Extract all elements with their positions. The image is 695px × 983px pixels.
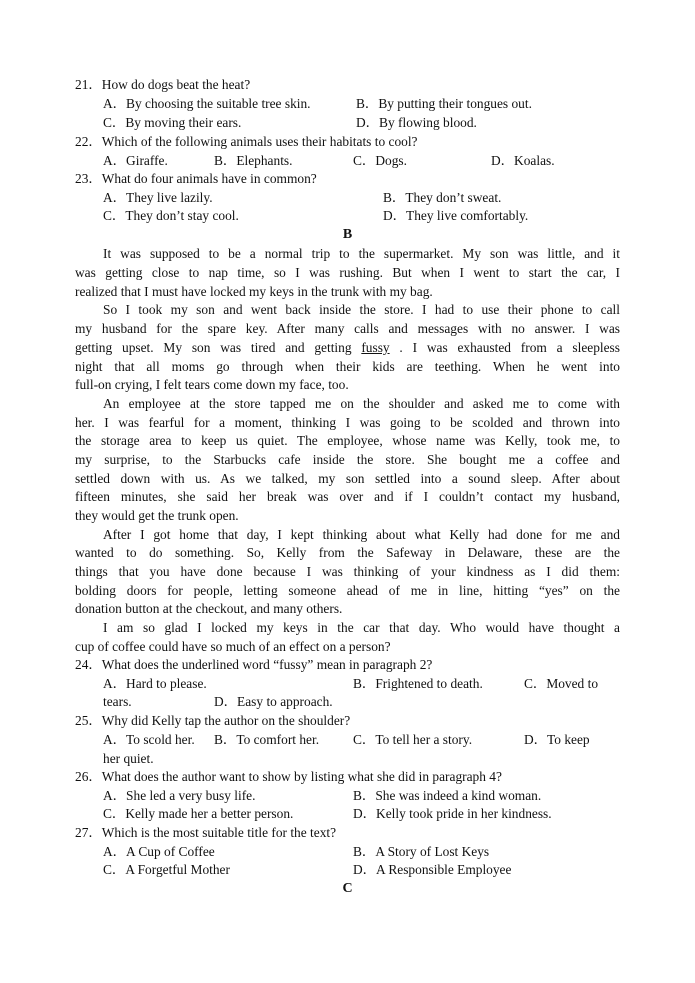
passage-line: her. I was fearful for a moment, thinking I was going to be scolded and thrown into (75, 415, 620, 430)
passage-line: An employee at the store tapped me on the shoulder and asked me to come with (103, 396, 620, 411)
passage-line-with-fussy (75, 339, 620, 358)
question-21-option-a: A．By choosing the suitable tree skin. (103, 96, 311, 111)
passage-line: I am so glad I locked my keys in the car that day. Who would have thought a (103, 620, 620, 635)
passage-text: . I was exhausted from a sleepless (389, 340, 620, 355)
question-23-option-c: C．They don’t stay cool. (103, 208, 239, 223)
question-24-option-b: B．Frightened to death. (353, 676, 483, 691)
question-25-option-d-cont: her quiet. (103, 751, 154, 766)
passage-line: my surprise, to the Starbucks cafe inside the store. She bought me a coffee and (75, 452, 620, 467)
question-24-option-c-cont: tears. (103, 694, 132, 709)
question-27-option-c: C．A Forgetful Mother (103, 862, 230, 877)
question-27-option-a: A．A Cup of Coffee (103, 844, 215, 859)
passage-line: things that you have done because I was thinking of your kindness as I did them: (75, 564, 620, 579)
question-21-stem: 21．How do dogs beat the heat? (75, 77, 251, 92)
question-23-option-b: B．They don’t sweat. (383, 190, 502, 205)
question-22-option-a: A．Giraffe. (103, 153, 168, 168)
question-23-stem: 23．What do four animals have in common? (75, 171, 317, 186)
question-22-stem: 22．Which of the following animals uses their habitats to cool? (75, 134, 418, 149)
question-25-option-c: C．To tell her a story. (353, 732, 473, 747)
passage-line: It was supposed to be a normal trip to the supermarket. My son was little, and it (103, 246, 620, 261)
question-21-option-c: C．By moving their ears. (103, 115, 242, 130)
passage-line: bolding doors for people, letting someone ahead of me in line, hitting “yes” on the (75, 583, 620, 598)
question-24-stem: 24．What does the underlined word “fussy” mean in paragraph 2? (75, 657, 433, 672)
question-25-option-b: B．To comfort her. (214, 732, 320, 747)
question-22-option-b: B．Elephants. (214, 153, 293, 168)
question-25-option-a: A．To scold her. (103, 732, 195, 747)
question-27-option-d: D．A Responsible Employee (353, 862, 512, 877)
passage-line: they would get the trunk open. (75, 508, 239, 523)
underlined-word-fussy: fussy (361, 340, 390, 355)
question-26-option-c: C．Kelly made her a better person. (103, 806, 294, 821)
question-22-option-d: D．Koalas. (491, 153, 555, 168)
passage-line: full-on crying, I felt tears come down my face, too. (75, 377, 349, 392)
question-22-option-c: C．Dogs. (353, 153, 407, 168)
question-25-stem: 25．Why did Kelly tap the author on the shoulder? (75, 713, 351, 728)
question-27-stem: 27．Which is the most suitable title for the text? (75, 825, 337, 840)
passage-line: wanted to do something. So, Kelly from the Safeway in Delaware, these are the (75, 545, 620, 560)
passage-line: realized that I must have locked my keys in the trunk with my bag. (75, 284, 433, 299)
passage-line: night that all moms go through when their kids are teething. When he went into (75, 359, 620, 374)
question-26-option-a: A．She led a very busy life. (103, 788, 256, 803)
question-24-option-d: D．Easy to approach. (214, 694, 333, 709)
passage-line: So I took my son and went back inside the store. I had to use their phone to call (103, 302, 620, 317)
question-27-option-b: B．A Story of Lost Keys (353, 844, 490, 859)
passage-line: was getting close to nap time, so I was rushing. But when I went to start the car, I (75, 265, 620, 280)
question-23-option-a: A．They live lazily. (103, 190, 213, 205)
section-b-heading: B (342, 227, 353, 242)
question-26-stem: 26．What does the author want to show by listing what she did in paragraph 4? (75, 769, 502, 784)
passage-line: donation button at the checkout, and many others. (75, 601, 343, 616)
question-21-option-b: B．By putting their tongues out. (356, 96, 532, 111)
question-26-option-d: D．Kelly took pride in her kindness. (353, 806, 552, 821)
passage-text: getting upset. My son was tired and getting (75, 340, 362, 355)
question-25-option-d: D．To keep (524, 732, 590, 747)
question-23-option-d: D．They live comfortably. (383, 208, 529, 223)
section-c-heading: C (342, 881, 353, 896)
passage-line: my husband for the spare key. After many calls and messages with no answer. I was (75, 321, 620, 336)
question-26-option-b: B．She was indeed a kind woman. (353, 788, 542, 803)
passage-line: After I got home that day, I kept thinking about what Kelly had done for me and (103, 527, 620, 542)
passage-line: cup of coffee could have so much of an effect on a person? (75, 639, 391, 654)
question-24-option-c: C．Moved to (524, 676, 599, 691)
question-24-option-a: A．Hard to please. (103, 676, 207, 691)
passage-line: the storage area to keep us quiet. The employee, whose name was Kelly, took me, to (75, 433, 620, 448)
passage-line: fifteen minutes, she said her break was over and if I couldn’t contact my husband, (75, 489, 620, 504)
passage-line: settled down with us. As we talked, my son settled into a sound sleep. After about (75, 471, 620, 486)
question-21-option-d: D．By flowing blood. (356, 115, 477, 130)
